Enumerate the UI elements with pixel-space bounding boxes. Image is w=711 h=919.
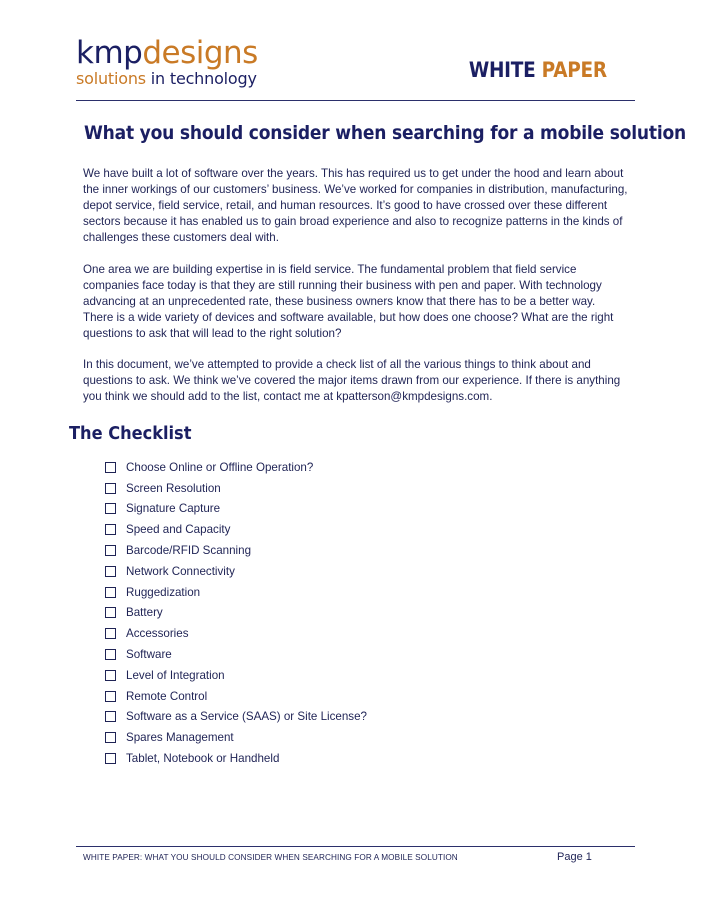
checkbox-icon[interactable] (105, 483, 116, 494)
checklist-item: Software (105, 644, 367, 665)
checklist-item: Network Connectivity (105, 561, 367, 582)
checkbox-icon[interactable] (105, 711, 116, 722)
checklist-item: Battery (105, 603, 367, 624)
contact-email-link[interactable]: kpatterson@kmpdesigns.com (336, 390, 490, 403)
checklist-item: Software as a Service (SAAS) or Site License? (105, 707, 367, 728)
footer-title: WHITE PAPER: WHAT YOU SHOULD CONSIDER WHEN SEARCHING FOR A MOBILE SOLUTION (83, 853, 458, 862)
checkbox-icon[interactable] (105, 524, 116, 535)
checkbox-icon[interactable] (105, 628, 116, 639)
header-divider (76, 100, 635, 101)
footer-divider (76, 846, 635, 847)
page-number: Page 1 (557, 851, 592, 863)
document-type-label: WHITE PAPER (468, 58, 607, 82)
checklist-item: Tablet, Notebook or Handheld (105, 748, 367, 769)
checklist-item: Ruggedization (105, 582, 367, 603)
checklist-heading: The Checklist (69, 423, 192, 444)
checklist-item: Accessories (105, 623, 367, 644)
checklist (105, 457, 367, 769)
logo-wordmark: kmpdesigns (76, 35, 258, 71)
company-logo (76, 35, 258, 88)
checkbox-icon[interactable] (105, 607, 116, 618)
checklist-item: Spares Management (105, 727, 367, 748)
contact-paragraph-text: In this document, we’ve attempted to provide a check list of all the various things to think about and questions to ask. We think we’ve covered the major items drawn from our experience. If there is anything you think we should add to the list, contact me at (83, 358, 621, 403)
checkbox-icon[interactable] (105, 691, 116, 702)
contact-paragraph: In this document, we’ve attempted to provide a check list of all the various things to think about and questions to ask. We think we’ve covered the major items drawn from our experience. If there is anything you think we should add to the list, contact me at kpatterson@kmpdesigns.com. (83, 358, 621, 403)
checkbox-icon[interactable] (105, 587, 116, 598)
checkbox-icon[interactable] (105, 462, 116, 473)
checkbox-icon[interactable] (105, 732, 116, 743)
intro-paragraph: We have built a lot of software over the years. This has required us to get under the hood and learn about the inner workings of our customers’ business. We’ve worked for companies in distribution, manufacturing, depot service, field service, retail, and human resources. It’s good to have crossed over these different sectors because it has enabled us to gain broad experience and also to recognize patterns in the kinds of challenges these customers deal with. (83, 167, 628, 244)
checkbox-icon[interactable] (105, 670, 116, 681)
checklist-item: Level of Integration (105, 665, 367, 686)
checklist-item: Signature Capture (105, 499, 367, 520)
logo-tagline: solutions in technology (76, 69, 257, 88)
field-service-paragraph: One area we are building expertise in is field service. The fundamental problem that field service companies face today is that they are still running their business with pen and paper. With technology advancing at an unprecedented rate, these business owners know that there has to be a better way. There is a wide variety of devices and software available, but how does one choose? What are the right questions to ask that will lead to the right solution? (83, 263, 614, 340)
checklist-item: Screen Resolution (105, 478, 367, 499)
checkbox-icon[interactable] (105, 545, 116, 556)
page-title: What you should consider when searching for a mobile solution (84, 122, 686, 144)
checklist-item: Choose Online or Offline Operation? (105, 457, 367, 478)
checklist-item: Barcode/RFID Scanning (105, 540, 367, 561)
checkbox-icon[interactable] (105, 753, 116, 764)
checkbox-icon[interactable] (105, 649, 116, 660)
checkbox-icon[interactable] (105, 503, 116, 514)
checklist-item: Remote Control (105, 686, 367, 707)
checkbox-icon[interactable] (105, 566, 116, 577)
checklist-item: Speed and Capacity (105, 519, 367, 540)
